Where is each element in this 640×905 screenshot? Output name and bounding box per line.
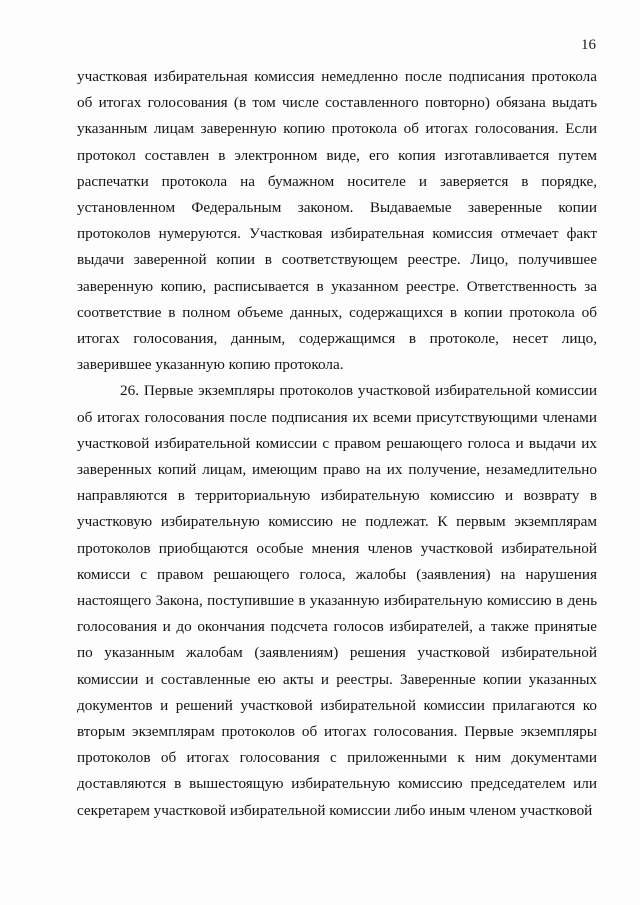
- document-body: [77, 64, 597, 824]
- paragraph-item-26: 26. Первые экземпляры протоколов участковой избирательной комиссии об итогах голосования после подписания их всеми присутствующими членами участковой избирательной комиссии с правом решающего голоса и выдачи их заверенных копий лицам, имеющим право на их получение, незамедлительно направляются в территориальную избирательную комиссию и возврату в участковую избирательную комиссию не подлежат. К первым экземплярам протоколов приобщаются особые мнения членов участковой избирательной комисси с правом решающего голоса, жалобы (заявления) на нарушения настоящего Закона, поступившие в указанную избирательную комиссию в день голосования и до окончания подсчета голосов избирателей, а также принятые по указанным жалобам (заявлениям) решения участковой избирательной комиссии и составленные ею акты и реестры. Заверенные копии указанных документов и решений участковой избирательной комиссии прилагаются ко вторым экземплярам протоколов об итогах голосования. Первые экземпляры протоколов об итогах голосования с приложенными к ним документами доставляются в вышестоящую избирательную комиссию председателем или секретарем участковой избирательной комиссии либо иным членом участковой: [77, 382, 597, 819]
- page-number: 16: [581, 37, 596, 53]
- paragraph-continuation: участковая избирательная комиссия немедленно после подписания протокола об итогах голосования (в том числе составленного повторно) обязана выдать указанным лицам заверенную копию протокола об итогах голосования. Если протокол составлен в электронном виде, его копия изготавливается путем распечатки протокола на бумажном носителе и заверяется в порядке, установленном Федеральным законом. Выдаваемые заверенные копии протоколов нумеруются. Участковая избирательная комиссия отмечает факт выдачи заверенной копии в соответствующем реестре. Лицо, получившее заверенную копию, расписывается в указанном реестре. Ответственность за соответствие в полном объеме данных, содержащихся в копии протокола об итогах голосования, данным, содержащимся в протоколе, несет лицо, заверившее указанную копию протокола.: [77, 68, 597, 374]
